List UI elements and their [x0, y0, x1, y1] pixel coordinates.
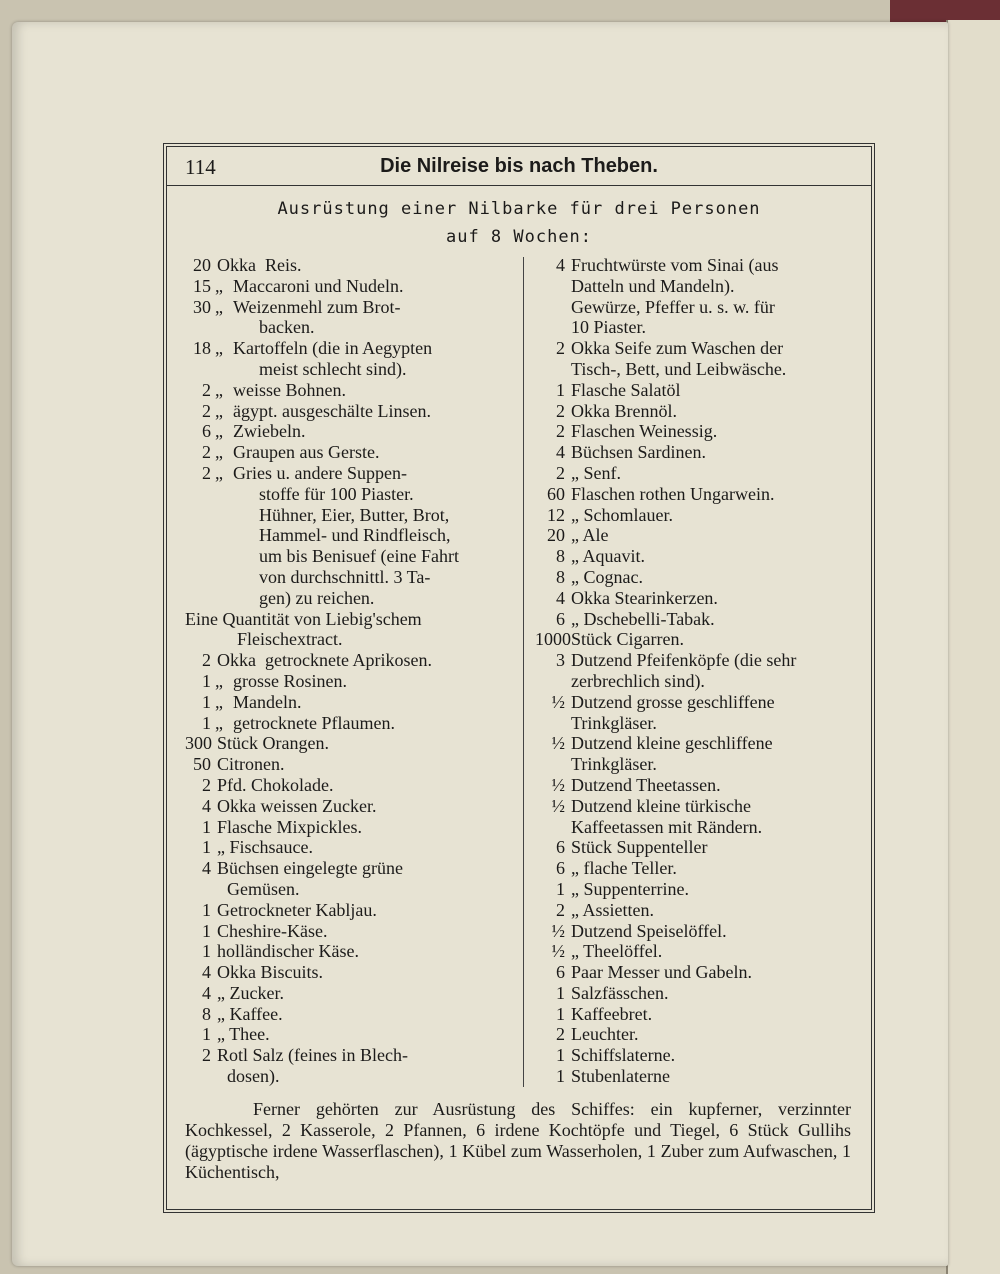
- item-quantity: 1: [202, 712, 211, 733]
- list-item: [535, 609, 853, 630]
- item-text: Okka Stearinkerzen.: [571, 587, 718, 608]
- running-title: Die Nilreise bis nach Theben.: [380, 155, 658, 177]
- list-item: [185, 692, 503, 713]
- item-text: Stück Suppenteller: [571, 837, 708, 858]
- item-quantity: 20: [547, 525, 565, 546]
- list-item: [535, 962, 853, 983]
- list-item: [185, 921, 503, 942]
- item-text: Dutzend kleine türkische: [571, 795, 751, 816]
- list-item: [185, 629, 503, 650]
- list-item: [185, 401, 503, 422]
- item-quantity: 6: [556, 837, 565, 858]
- item-quantity: 1: [556, 878, 565, 899]
- item-text: Gemüsen.: [227, 878, 300, 899]
- item-quantity: 1: [202, 899, 211, 920]
- list-item: [535, 754, 853, 775]
- list-item: [185, 837, 503, 858]
- item-quantity: 4: [556, 255, 565, 275]
- item-unit: „: [215, 379, 223, 400]
- item-quantity: 6: [556, 962, 565, 983]
- list-item: [535, 442, 853, 463]
- item-text: Reis.: [265, 255, 302, 275]
- item-text: ägypt. ausgeschälte Linsen.: [233, 400, 431, 421]
- list-item: [535, 546, 853, 567]
- item-text: Dutzend Pfeifenköpfe (die sehr: [571, 650, 797, 671]
- list-item: [535, 733, 853, 754]
- item-quantity: 4: [556, 587, 565, 608]
- list-item: [185, 588, 503, 609]
- item-unit: „: [215, 670, 223, 691]
- item-quantity: [535, 754, 565, 775]
- item-quantity: 1: [556, 1066, 565, 1087]
- item-quantity: 1: [202, 816, 211, 837]
- item-quantity: 2: [202, 774, 211, 795]
- list-item: [185, 421, 503, 442]
- item-quantity: 2: [202, 462, 211, 483]
- left-column: [185, 255, 503, 1087]
- item-quantity: 1: [202, 691, 211, 712]
- item-text: Rotl Salz (feines in Blech-: [217, 1045, 408, 1066]
- list-item: [185, 359, 503, 380]
- item-text: Schiffslaterne.: [571, 1045, 676, 1066]
- item-quantity: 12: [547, 504, 565, 525]
- item-quantity: 2: [202, 650, 211, 671]
- page-header: [167, 147, 871, 186]
- item-text: „ Aquavit.: [571, 546, 645, 567]
- list-item: [535, 650, 853, 671]
- list-item: [535, 380, 853, 401]
- text-frame: [166, 146, 872, 1210]
- list-item: [535, 1024, 853, 1045]
- list-item: [185, 671, 503, 692]
- item-quantity: [535, 359, 565, 380]
- item-quantity: 8: [202, 1003, 211, 1024]
- column-divider: [523, 257, 524, 1087]
- item-text: „ Schomlauer.: [571, 504, 673, 525]
- list-item: [185, 463, 503, 484]
- item-text: stoffe für 100 Piaster.: [259, 483, 414, 504]
- list-item: [535, 817, 853, 838]
- item-text: „ Dschebelli-Tabak.: [571, 608, 715, 629]
- item-text: Salzfässchen.: [571, 982, 669, 1003]
- item-quantity: ½: [551, 774, 565, 795]
- list-item: [185, 546, 503, 567]
- list-item: [185, 255, 503, 276]
- item-text: Okka Brennöl.: [571, 400, 677, 421]
- list-item: [185, 775, 503, 796]
- item-text: zerbrechlich sind).: [571, 670, 705, 691]
- list-item: [185, 900, 503, 921]
- adjacent-page-edge: [946, 20, 1000, 1274]
- list-item: [185, 276, 503, 297]
- item-text: von durchschnittl. 3 Ta-: [259, 566, 431, 587]
- item-text: grosse Rosinen.: [233, 670, 347, 691]
- book-cover-edge: [890, 0, 1000, 22]
- item-text: Eine Quantität von Liebig'schem: [185, 608, 422, 629]
- list-item: [185, 525, 503, 546]
- item-text: Fleischextract.: [237, 629, 343, 650]
- list-subheading: auf 8 Wochen:: [445, 227, 593, 247]
- item-unit: Okka: [217, 650, 256, 671]
- item-quantity: 15: [193, 275, 211, 296]
- list-item: [535, 837, 853, 858]
- list-item: [535, 858, 853, 879]
- item-unit: „: [215, 296, 223, 317]
- item-text: weisse Bohnen.: [233, 379, 346, 400]
- list-item: [535, 567, 853, 588]
- item-quantity: 2: [556, 421, 565, 442]
- item-quantity: ½: [551, 733, 565, 754]
- item-unit: „: [215, 421, 223, 442]
- item-quantity: [535, 297, 565, 318]
- list-item: [185, 338, 503, 359]
- item-text: Trinkgläser.: [571, 754, 657, 775]
- item-text: „ Suppenterrine.: [571, 878, 689, 899]
- item-quantity: 50: [193, 754, 211, 775]
- item-quantity: 1: [202, 837, 211, 858]
- item-quantity: ½: [551, 920, 565, 941]
- list-item: [185, 817, 503, 838]
- item-text: Gewürze, Pfeffer u. s. w. für: [571, 296, 775, 317]
- item-quantity: [535, 317, 565, 338]
- list-item: [535, 1045, 853, 1066]
- item-text: „ Zucker.: [217, 982, 284, 1003]
- item-text: Stück Orangen.: [217, 733, 329, 754]
- list-item: [535, 1004, 853, 1025]
- item-text: Cheshire-Käse.: [217, 920, 328, 941]
- list-item: [185, 733, 503, 754]
- item-quantity: 1: [202, 670, 211, 691]
- item-text: Dutzend kleine geschliffene: [571, 733, 773, 754]
- right-column: [535, 255, 853, 1087]
- list-item: [185, 1024, 503, 1045]
- list-item: [185, 983, 503, 1004]
- item-text: Maccaroni und Nudeln.: [233, 275, 404, 296]
- item-text: Kaffeetassen mit Rändern.: [571, 816, 763, 837]
- item-quantity: 2: [202, 1045, 211, 1066]
- item-unit: Okka: [217, 255, 256, 275]
- item-text: Okka weissen Zucker.: [217, 795, 377, 816]
- item-unit: „: [215, 442, 223, 463]
- item-quantity: 2: [556, 462, 565, 483]
- item-quantity: 1: [556, 379, 565, 400]
- list-item: [535, 629, 853, 650]
- item-quantity: [535, 671, 565, 692]
- item-text: Stück Cigarren.: [571, 629, 684, 650]
- item-text: um bis Benisuef (eine Fahrt: [259, 546, 459, 567]
- item-quantity: 20: [193, 255, 211, 275]
- list-item: [535, 692, 853, 713]
- item-quantity: 2: [556, 1024, 565, 1045]
- item-text: Trinkgläser.: [571, 712, 657, 733]
- item-unit: „: [215, 691, 223, 712]
- item-unit: „: [215, 462, 223, 483]
- list-heading: Ausrüstung einer Nilbarke für drei Personen: [277, 199, 761, 219]
- item-text: Zwiebeln.: [233, 421, 306, 442]
- item-unit: „: [215, 275, 223, 296]
- item-quantity: 2: [202, 400, 211, 421]
- item-quantity: 4: [202, 982, 211, 1003]
- list-item: [535, 338, 853, 359]
- item-text: „ flache Teller.: [571, 858, 677, 879]
- item-quantity: 8: [556, 546, 565, 567]
- list-item: [535, 775, 853, 796]
- item-text: „ Thee.: [217, 1024, 270, 1045]
- item-text: Citronen.: [217, 754, 285, 775]
- list-item: [535, 463, 853, 484]
- item-quantity: 60: [547, 483, 565, 504]
- item-text: Büchsen Sardinen.: [571, 442, 706, 463]
- item-text: Dutzend grosse geschliffene: [571, 691, 775, 712]
- item-quantity: 2: [202, 379, 211, 400]
- item-text: Mandeln.: [233, 691, 302, 712]
- item-text: „ Theelöffel.: [571, 941, 663, 962]
- item-quantity: 18: [193, 338, 211, 359]
- item-text: Flasche Mixpickles.: [217, 816, 362, 837]
- list-item: [185, 796, 503, 817]
- list-item: [185, 941, 503, 962]
- list-item: [185, 609, 503, 630]
- item-quantity: 1: [202, 1024, 211, 1045]
- list-item: [535, 921, 853, 942]
- list-item: [185, 297, 503, 318]
- item-quantity: 4: [202, 962, 211, 983]
- closing-paragraph: Ferner gehörten zur Ausrüstung des Schiffes: ein kupferner, verzinnter Kochkessel, 2 Kasserole, 2 Pfannen, 6 irdene Kochtöpfe und Tiegel, 6 Stück Gullihs (ägyptische irdene Wasserflaschen), 1 Kübel zum Wasserholen, 1 Zuber zum Aufwaschen, 1 Küchentisch,: [185, 1099, 851, 1182]
- list-item: [535, 588, 853, 609]
- item-text: Paar Messer und Gabeln.: [571, 962, 752, 983]
- item-text: Okka Seife zum Waschen der: [571, 338, 784, 359]
- item-text: getrocknete Aprikosen.: [265, 650, 432, 671]
- item-text: Leuchter.: [571, 1024, 639, 1045]
- list-item: [535, 983, 853, 1004]
- list-item: [535, 276, 853, 297]
- list-item: [185, 1066, 503, 1087]
- item-text: Graupen aus Gerste.: [233, 442, 380, 463]
- item-quantity: [535, 713, 565, 734]
- item-quantity: 300: [185, 733, 212, 754]
- item-quantity: 2: [556, 400, 565, 421]
- item-quantity: 8: [556, 566, 565, 587]
- item-text: Kaffeebret.: [571, 1003, 653, 1024]
- item-text: Hammel- und Rindfleisch,: [259, 525, 451, 546]
- item-text: meist schlecht sind).: [259, 358, 407, 379]
- item-text: Datteln und Mandeln).: [571, 275, 735, 296]
- list-item: [185, 567, 503, 588]
- item-quantity: 2: [556, 338, 565, 359]
- list-item: [185, 858, 503, 879]
- list-item: [535, 401, 853, 422]
- list-item: [535, 484, 853, 505]
- list-item: [535, 796, 853, 817]
- list-item: [535, 525, 853, 546]
- item-text: Okka Biscuits.: [217, 962, 323, 983]
- item-quantity: 1000: [535, 629, 571, 650]
- item-unit: „: [215, 712, 223, 733]
- item-quantity: 6: [202, 421, 211, 442]
- item-text: Getrockneter Kabljau.: [217, 899, 377, 920]
- list-item: [185, 1004, 503, 1025]
- item-text: holländischer Käse.: [217, 941, 359, 962]
- item-quantity: 2: [202, 442, 211, 463]
- item-quantity: 3: [556, 650, 565, 671]
- list-item: [185, 1045, 503, 1066]
- page-number: 114: [185, 155, 216, 179]
- item-quantity: 1: [202, 920, 211, 941]
- item-text: Dutzend Speiselöffel.: [571, 920, 727, 941]
- list-item: [535, 879, 853, 900]
- item-quantity: 1: [202, 941, 211, 962]
- item-text: Kartoffeln (die in Aegypten: [233, 338, 433, 359]
- item-quantity: ½: [551, 941, 565, 962]
- list-item: [185, 650, 503, 671]
- item-quantity: 30: [193, 296, 211, 317]
- item-text: „ Ale: [571, 525, 609, 546]
- item-quantity: 4: [202, 795, 211, 816]
- item-text: Büchsen eingelegte grüne: [217, 858, 403, 879]
- list-item: [535, 900, 853, 921]
- item-text: Weizenmehl zum Brot-: [233, 296, 401, 317]
- book-page: [12, 22, 948, 1266]
- list-item: [185, 505, 503, 526]
- item-text: „ Fischsauce.: [217, 837, 313, 858]
- item-text: „ Senf.: [571, 462, 621, 483]
- item-text: gen) zu reichen.: [259, 587, 375, 608]
- list-item: [535, 941, 853, 962]
- item-unit: „: [215, 338, 223, 359]
- item-text: getrocknete Pflaumen.: [233, 712, 395, 733]
- list-item: [185, 442, 503, 463]
- list-item: [185, 713, 503, 734]
- item-quantity: 6: [556, 608, 565, 629]
- list-item: [535, 359, 853, 380]
- item-unit: „: [215, 400, 223, 421]
- list-item: [535, 505, 853, 526]
- list-item: [535, 297, 853, 318]
- item-text: Gries u. andere Suppen-: [233, 462, 407, 483]
- list-item: [535, 671, 853, 692]
- item-quantity: ½: [551, 691, 565, 712]
- list-item: [185, 879, 503, 900]
- list-item: [535, 255, 853, 276]
- item-text: „ Kaffee.: [217, 1003, 283, 1024]
- list-item: [185, 317, 503, 338]
- item-quantity: 1: [556, 1003, 565, 1024]
- item-quantity: 1: [556, 1045, 565, 1066]
- item-text: 10 Piaster.: [571, 317, 646, 338]
- list-item: [535, 713, 853, 734]
- item-text: Flasche Salatöl: [571, 379, 681, 400]
- item-text: Flaschen Weinessig.: [571, 421, 718, 442]
- item-quantity: 4: [556, 442, 565, 463]
- item-text: Flaschen rothen Ungarwein.: [571, 483, 775, 504]
- list-item: [185, 962, 503, 983]
- list-item: [535, 421, 853, 442]
- item-quantity: ½: [551, 795, 565, 816]
- item-text: Stubenlaterne: [571, 1066, 670, 1087]
- list-item: [185, 754, 503, 775]
- item-quantity: [535, 276, 565, 297]
- item-quantity: 1: [556, 982, 565, 1003]
- item-text: „ Cognac.: [571, 566, 643, 587]
- list-item: [535, 317, 853, 338]
- item-quantity: 6: [556, 858, 565, 879]
- item-text: Pfd. Chokolade.: [217, 774, 334, 795]
- item-quantity: [535, 817, 565, 838]
- item-quantity: 2: [556, 899, 565, 920]
- list-item: [185, 484, 503, 505]
- item-text: dosen).: [227, 1066, 280, 1087]
- item-text: „ Assietten.: [571, 899, 654, 920]
- item-quantity: 4: [202, 858, 211, 879]
- item-text: Fruchtwürste vom Sinai (aus: [571, 255, 779, 275]
- item-text: Dutzend Theetassen.: [571, 774, 721, 795]
- item-text: Hühner, Eier, Butter, Brot,: [259, 504, 450, 525]
- list-item: [185, 380, 503, 401]
- item-text: Tisch-, Bett, und Leibwäsche.: [571, 358, 787, 379]
- list-item: [535, 1066, 853, 1087]
- item-text: backen.: [259, 317, 315, 338]
